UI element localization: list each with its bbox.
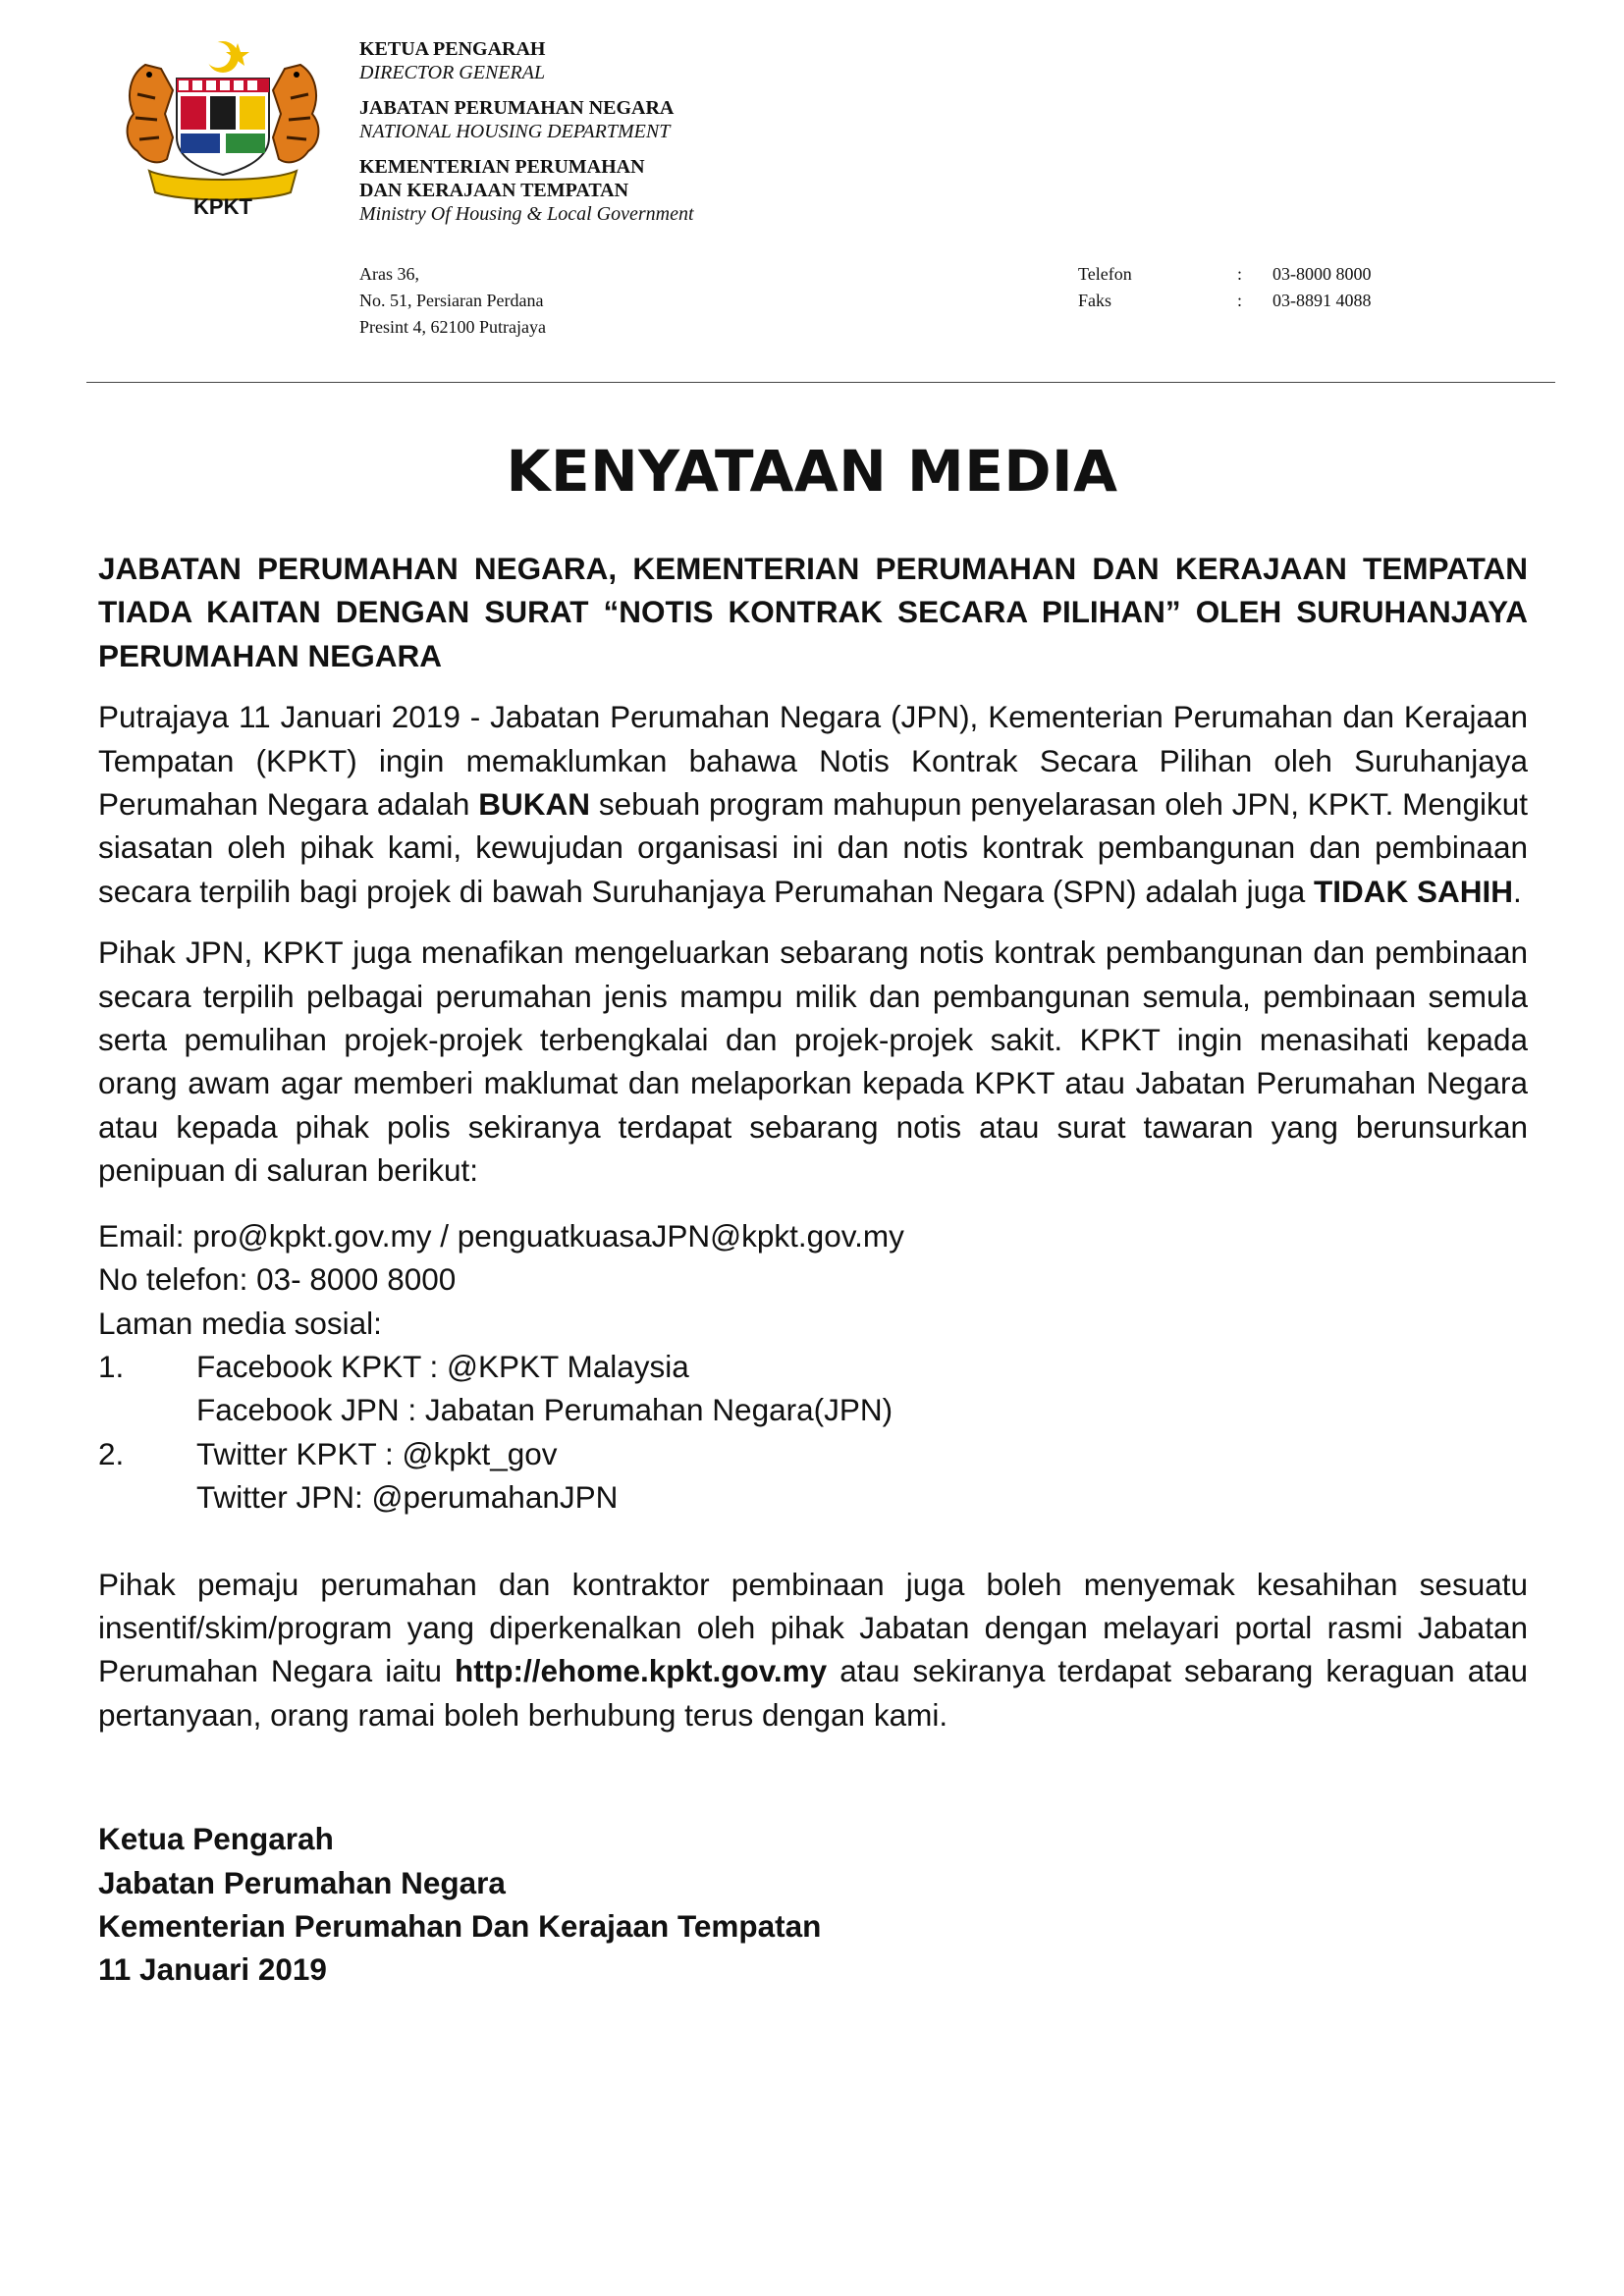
kpkt-crest-logo xyxy=(116,35,330,222)
twitter-jpn: Twitter JPN: @perumahanJPN xyxy=(196,1479,619,1516)
signature-block xyxy=(98,1817,1528,1992)
fax-label: Faks xyxy=(1078,291,1112,310)
contact-block xyxy=(1078,261,1372,314)
document-title: KENYATAAN MEDIA xyxy=(506,438,1118,505)
paragraph-3 xyxy=(98,1563,1528,1737)
fax-number: 03-8891 4088 xyxy=(1272,291,1372,310)
address-line: Presint 4, 62100 Putrajaya xyxy=(359,317,546,337)
colon: : xyxy=(1237,291,1243,310)
ministry-name-line1: KEMENTERIAN PERUMAHAN xyxy=(359,156,645,178)
signature-date: 11 Januari 2019 xyxy=(98,1951,327,1988)
phone-row xyxy=(1078,261,1372,288)
address-line: Aras 36, xyxy=(359,264,419,284)
phone-label: Telefon xyxy=(1078,264,1132,284)
paragraph-3-text-b: atau sekiranya terdapat sebarang keraguan atau pertanyaan, orang ramai boleh berhubung terus dengan kami. xyxy=(98,1653,1528,1733)
crest-emblem-icon xyxy=(116,35,330,222)
director-title-my: KETUA PENGARAH xyxy=(359,38,546,60)
address-block xyxy=(359,261,546,341)
phone-line: No telefon: 03- 8000 8000 xyxy=(98,1261,457,1298)
signature-ministry: Kementerian Perumahan Dan Kerajaan Tempatan xyxy=(98,1907,822,1944)
facebook-kpkt: Facebook KPKT : @KPKT Malaysia xyxy=(196,1348,689,1384)
paragraph-1-text-c: . xyxy=(1513,873,1522,909)
twitter-kpkt: Twitter KPKT : @kpkt_gov xyxy=(196,1435,558,1471)
fax-row xyxy=(1078,288,1372,314)
social-list-item xyxy=(98,1432,1528,1475)
phone-number: 03-8000 8000 xyxy=(1272,264,1372,284)
agency-block xyxy=(359,37,694,226)
headline: JABATAN PERUMAHAN NEGARA, KEMENTERIAN PERUMAHAN DAN KERAJAAN TEMPATAN TIADA KAITAN DENGAN SURAT “NOTIS KONTRAK SECARA PILIHAN” OLEH SURUHANJAYA PERUMAHAN NEGARA xyxy=(98,551,1528,673)
facebook-jpn: Facebook JPN : Jabatan Perumahan Negara(JPN) xyxy=(196,1392,893,1428)
social-list-item xyxy=(98,1345,1528,1388)
social-media-label: Laman media sosial: xyxy=(98,1305,382,1341)
department-name-en: NATIONAL HOUSING DEPARTMENT xyxy=(359,121,671,142)
address-line: No. 51, Persiaran Perdana xyxy=(359,291,544,310)
list-number: 1. xyxy=(98,1348,125,1384)
paragraph-1-text-b: sebuah program mahupun penyelarasan oleh JPN, KPKT. Mengikut siasatan oleh pihak kami, kewujudan organisasi ini dan notis kontrak pembangunan dan pembinaan secara terpilih bagi projek di bawah Suruhanjaya Perumahan Negara (SPN) adalah juga xyxy=(98,786,1528,909)
svg-text:KPKT: KPKT xyxy=(193,194,252,219)
paragraph-3-text-a: Pihak pemaju perumahan dan kontraktor pembinaan juga boleh menyemak kesahihan sesuatu insentif/skim/program yang diperkenalkan oleh pihak Jabatan dengan melayari portal rasmi Jabatan Perumahan Negara iaitu xyxy=(98,1566,1528,1689)
press-release-body xyxy=(98,547,1528,1992)
paragraph-1-text-a: Putrajaya 11 Januari 2019 - Jabatan Perumahan Negara (JPN), Kementerian Perumahan dan Kerajaan Tempatan (KPKT) ingin memaklumkan bahawa Notis Kontrak Secara Pilihan oleh Suruhanjaya Perumahan Negara adalah xyxy=(98,699,1528,823)
paragraph-1 xyxy=(98,695,1528,913)
paragraph-2: Pihak JPN, KPKT juga menafikan mengeluarkan sebarang notis kontrak pembangunan dan pembinaan secara terpilih pelbagai perumahan jenis mampu milik dan pembangunan semula, pembinaan semula serta pemulihan projek-projek terbengkalai dan projek-projek sakit. KPKT ingin menasihati kepada orang awam agar memberi maklumat dan melaporkan kepada KPKT atau Jabatan Perumahan Negara atau kepada pihak polis sekiranya terdapat sebarang notis atau surat tawaran yang berunsurkan penipuan di saluran berikut: xyxy=(98,934,1528,1189)
bukan-emphasis: BUKAN xyxy=(478,786,591,823)
ministry-name-en: Ministry Of Housing & Local Government xyxy=(359,203,694,225)
colon: : xyxy=(1237,264,1243,284)
header-divider xyxy=(86,382,1555,383)
signature-department: Jabatan Perumahan Negara xyxy=(98,1864,506,1900)
department-name-my: JABATAN PERUMAHAN NEGARA xyxy=(359,97,675,119)
email-line: Email: pro@kpkt.gov.my / penguatkuasaJPN@kpkt.gov.my xyxy=(98,1217,904,1254)
signature-title: Ketua Pengarah xyxy=(98,1821,334,1857)
tidak-sahih-emphasis: TIDAK SAHIH xyxy=(1314,873,1513,909)
ehome-portal-link[interactable]: http://ehome.kpkt.gov.my xyxy=(455,1653,828,1689)
contact-channels xyxy=(98,1214,1528,1520)
list-number: 2. xyxy=(98,1435,125,1471)
ministry-name-line2: DAN KERAJAAN TEMPATAN xyxy=(359,180,629,201)
director-title-en: DIRECTOR GENERAL xyxy=(359,62,546,83)
